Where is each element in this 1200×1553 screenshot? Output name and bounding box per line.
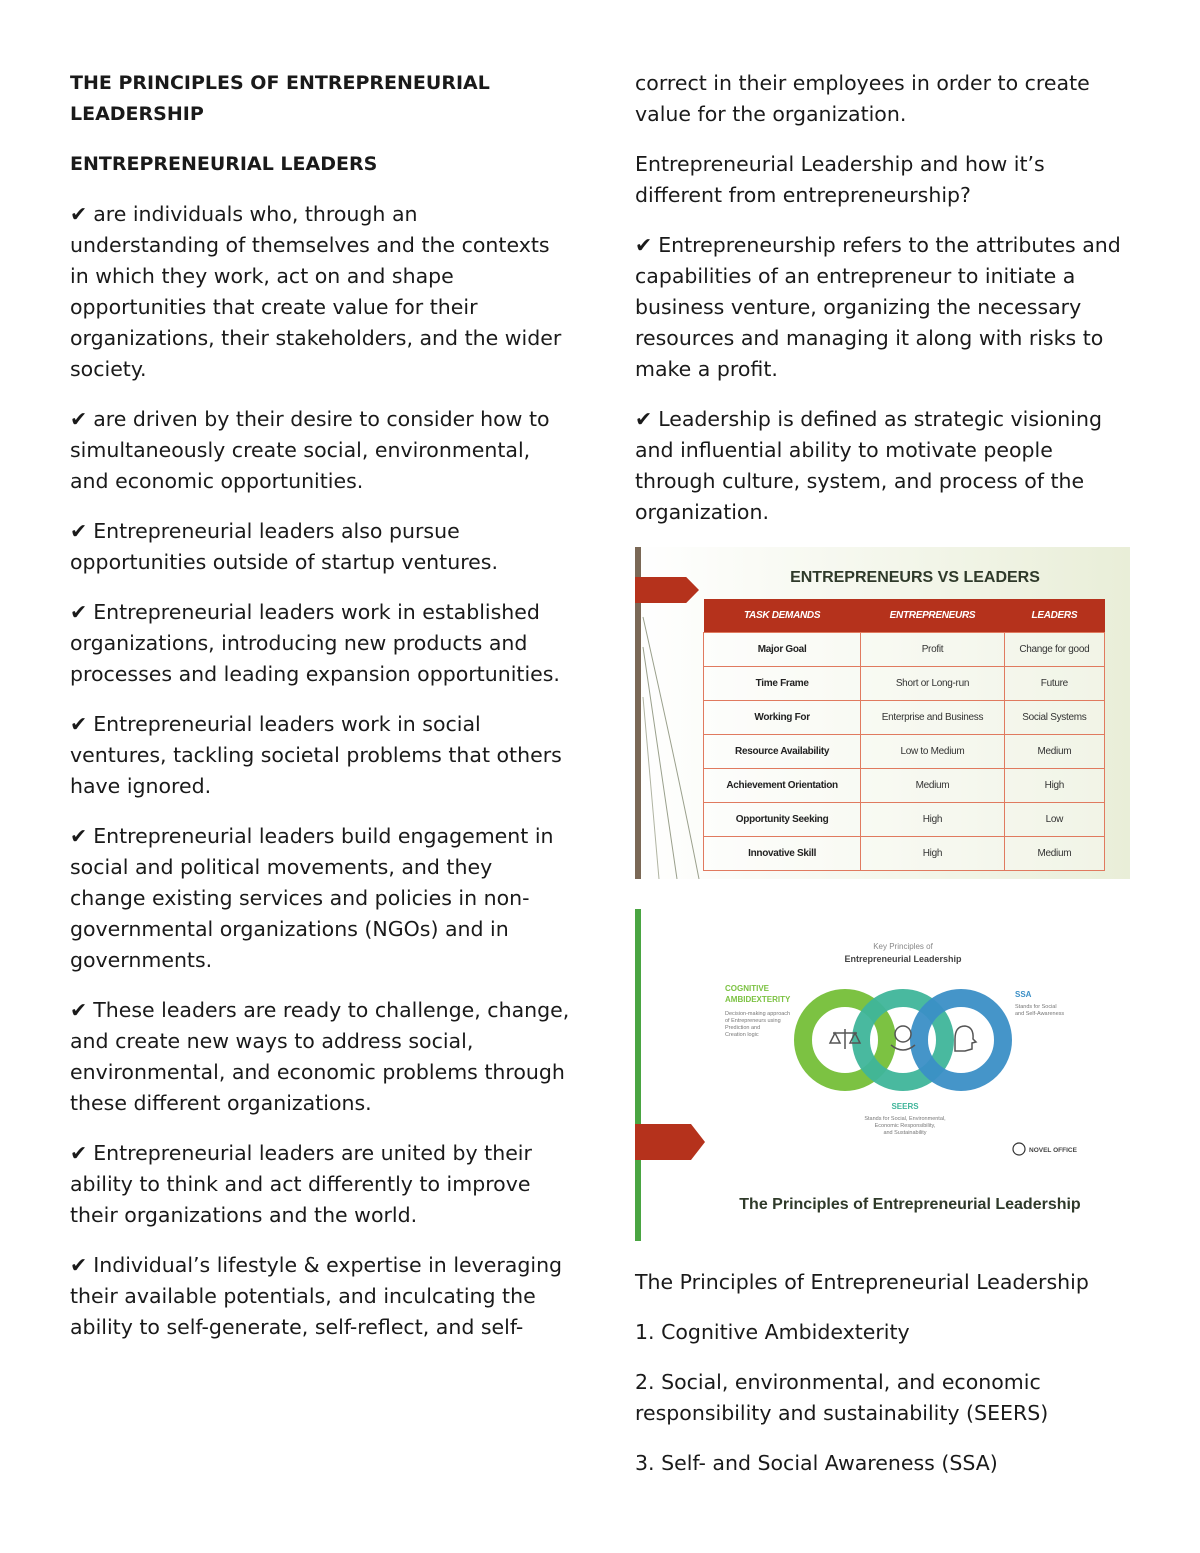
left-column [70,68,570,1362]
table-header-row [704,599,1105,633]
document-title: THE PRINCIPLES OF ENTREPRENEURIAL LEADERSHIP [70,72,490,125]
cognitive-label: COGNITIVE [725,984,770,993]
continuation-text: correct in their employees in order to create value for the organization. [635,71,1090,126]
ssa-desc-line: Stands for Social [1015,1004,1057,1010]
bullet-paragraph [70,1138,570,1231]
key-principles-slide [635,909,1130,1241]
table-cell: Social Systems [1004,701,1104,735]
principle-item: 1. Cognitive Ambidexterity [635,1320,910,1344]
table-row [704,667,1105,701]
check-icon: ✔ [70,1141,88,1165]
slide-title: ENTREPRENEURS VS LEADERS [790,569,1040,586]
principle-item: 3. Self- and Social Awareness (SSA) [635,1451,998,1475]
bullet-paragraph [70,709,570,802]
diagram-subtitle: Key Principles of [873,942,933,951]
bullet-text: These leaders are ready to challenge, change, and create new ways to address social, environmental, and economic problems through these different organizations. [70,998,570,1115]
table-cell: Profit [861,633,1005,667]
seers-desc-line: and Sustainability [883,1130,927,1136]
blue-ring [919,998,1003,1082]
question-text: Entrepreneurial Leadership and how it’s different from entrepreneurship? [635,152,1045,207]
bullet-text: Entrepreneurship refers to the attributes and capabilities of an entrepreneur to initiate a business venture, organizing the necessary resources and managing it along with risks to make a profit. [635,233,1121,381]
bullet-text: are driven by their desire to consider how to simultaneously create social, environmental, and economic opportunities. [70,407,550,493]
table-cell: Working For [704,701,861,735]
check-icon: ✔ [70,600,88,624]
entrepreneurs-vs-leaders-slide [635,547,1130,879]
check-icon: ✔ [70,519,88,543]
bullet-paragraph [70,404,570,497]
table-cell: Medium [1004,837,1104,871]
column-header: LEADERS [1004,599,1104,633]
bullet-paragraph [70,516,570,578]
seers-label: SEERS [891,1102,919,1111]
table-cell: High [861,837,1005,871]
comparison-table [703,599,1105,871]
check-icon: ✔ [70,998,88,1022]
table-cell: High [861,803,1005,837]
logo-text: NOVEL OFFICE [1029,1147,1077,1154]
table-cell: Medium [1004,735,1104,769]
cognitive-desc-line: Decision-making approach [725,1011,791,1017]
check-icon: ✔ [70,407,88,431]
bullet-paragraph [70,821,570,976]
right-column [635,68,1130,1498]
table-cell: High [1004,769,1104,803]
check-icon: ✔ [635,407,653,431]
bullet-text: Entrepreneurial leaders build engagement in social and political movements, and they change existing services and policies in non-governmental organizations (NGOs) and in governments. [70,824,554,972]
bullet-text: Leadership is defined as strategic visioning and influential ability to motivate people through culture, system, and process of the organization. [635,407,1102,524]
bullet-text: are individuals who, through an understanding of themselves and the contexts in which they work, act on and shape opportunities that create value for their organizations, their stakeholders, and the wider society. [70,202,562,381]
cognitive-desc-line: Creation logic [725,1032,759,1038]
table-row [704,735,1105,769]
table-cell: Low to Medium [861,735,1005,769]
seers-desc-line: Stands for Social, Environmental, [864,1116,946,1122]
check-icon: ✔ [70,1253,88,1277]
ssa-desc-line: and Self-Awareness [1015,1011,1065,1017]
check-icon: ✔ [70,202,88,226]
table-cell: Opportunity Seeking [704,803,861,837]
table-row [704,701,1105,735]
bullet-text: Entrepreneurial leaders are united by their ability to think and act differently to improve their organizations and the world. [70,1141,532,1227]
bullet-text: Individual’s lifestyle & expertise in leveraging their available potentials, and inculcating the ability to self-generate, self-reflect, and self- [70,1253,563,1339]
table-cell: Change for good [1004,633,1104,667]
column-header: ENTREPRENEURS [861,599,1005,633]
bullet-text: Entrepreneurial leaders work in social ventures, tackling societal problems that others have ignored. [70,712,562,798]
cognitive-desc-line: Prediction and [725,1025,761,1031]
check-icon: ✔ [70,824,88,848]
principle-item: 2. Social, environmental, and economic responsibility and sustainability (SEERS) [635,1370,1049,1425]
table-cell: Innovative Skill [704,837,861,871]
table-cell: Future [1004,667,1104,701]
bullet-paragraph [70,199,570,385]
bullet-paragraph [70,1250,570,1343]
ssa-label: SSA [1015,990,1032,999]
cognitive-desc-line: of Entrepreneurs using [725,1018,781,1024]
table-cell: Resource Availability [704,735,861,769]
table-row [704,769,1105,803]
table-row [704,633,1105,667]
table-row [704,837,1105,871]
check-icon: ✔ [70,712,88,736]
slide-arrow-marker [635,577,699,603]
table-cell: Major Goal [704,633,861,667]
diagram-title: Entrepreneurial Leadership [844,954,962,964]
table-cell: Time Frame [704,667,861,701]
column-header: TASK DEMANDS [704,599,861,633]
table-cell: Low [1004,803,1104,837]
table-row [704,803,1105,837]
head-icon [955,1026,976,1051]
bullet-paragraph [70,597,570,690]
principles-title: The Principles of Entrepreneurial Leadership [635,1270,1089,1294]
table-cell: Medium [861,769,1005,803]
section-title: ENTREPRENEURIAL LEADERS [70,153,378,175]
ambidexterity-label: AMBIDEXTERITY [725,995,791,1004]
table-cell: Achievement Orientation [704,769,861,803]
check-icon: ✔ [635,233,653,257]
bullet-paragraph [635,404,1130,528]
bullet-paragraph [70,995,570,1119]
bullet-text: Entrepreneurial leaders also pursue opportunities outside of startup ventures. [70,519,498,574]
bullet-text: Entrepreneurial leaders work in established organizations, introducing new products and processes and leading expansion opportunities. [70,600,560,686]
novel-office-logo-icon [1013,1143,1078,1155]
bullet-paragraph [635,230,1130,385]
table-cell: Short or Long-run [861,667,1005,701]
seers-desc-line: Economic Responsibility, [874,1123,936,1129]
table-cell: Enterprise and Business [861,701,1005,735]
slide-caption: The Principles of Entrepreneurial Leadership [739,1196,1081,1213]
